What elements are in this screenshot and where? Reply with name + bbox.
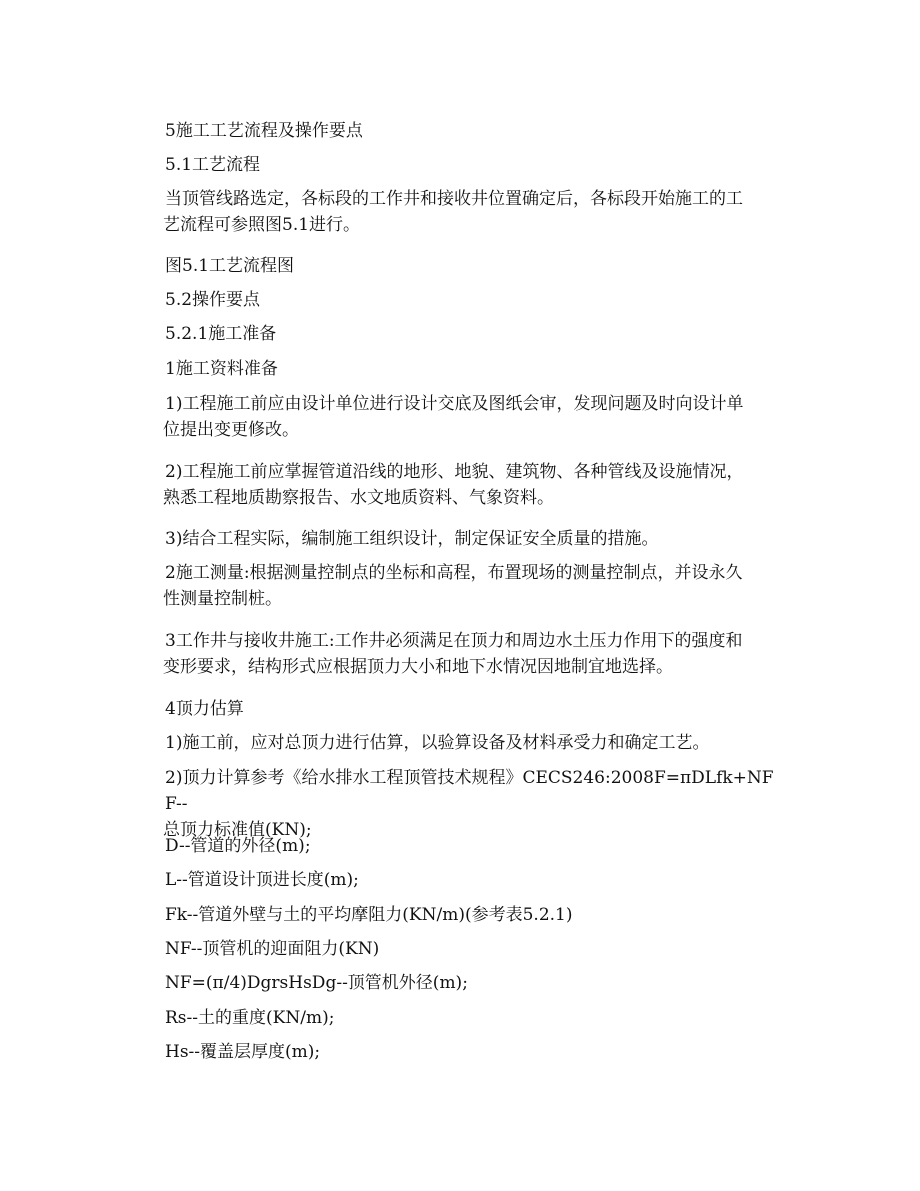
subsection-heading <box>165 152 260 178</box>
text-line: 5施工工艺流程及操作要点 <box>165 121 363 141</box>
paragraph <box>165 765 785 843</box>
text-line: D--管道的外径(m); <box>165 836 311 856</box>
text-line: 4顶力估算 <box>165 699 244 719</box>
text-line: NF=(π/4)DgrsHsDg--顶管机外径(m); <box>165 973 468 993</box>
text-line: 1)施工前，应对总顶力进行估算，以验算设备及材料承受力和确定工艺。 <box>165 733 710 753</box>
paragraph <box>165 628 765 680</box>
formula-term <box>165 1039 320 1065</box>
text-line: NF--顶管机的迎面阻力(KN) <box>165 939 380 959</box>
paragraph <box>165 186 765 238</box>
item-heading <box>165 356 278 382</box>
text-line: 2)顶力计算参考《给水排水工程顶管技术规程》CECS246:2008F=πDLfk+NFF-- <box>165 768 774 814</box>
paragraph <box>165 560 765 612</box>
subsection-heading <box>165 287 260 313</box>
text-line: 性测量控制桩。 <box>163 589 282 609</box>
paragraph <box>165 730 709 756</box>
text-line: Rs--土的重度(KN/m); <box>165 1008 335 1028</box>
formula-term <box>165 936 379 962</box>
text-line: 3)结合工程实际，编制施工组织设计，制定保证安全质量的措施。 <box>165 529 659 549</box>
text-line: 2施工测量:根据测量控制点的坐标和高程，布置现场的测量控制点，并设永久 <box>165 563 743 583</box>
subsection-heading <box>165 321 276 347</box>
text-line: 图5.1工艺流程图 <box>165 256 295 276</box>
text-line: 当顶管线路选定，各标段的工作井和接收井位置确定后，各标段开始施工的工 <box>165 189 743 209</box>
text-line: 3工作井与接收井施工:工作井必须满足在顶力和周边水土压力作用下的强度和 <box>165 631 743 651</box>
text-line: Hs--覆盖层厚度(m); <box>165 1042 321 1062</box>
figure-caption <box>165 253 294 279</box>
text-line: 位提出变更修改。 <box>163 420 299 440</box>
text-line: 熟悉工程地质勘察报告、水文地质资料、气象资料。 <box>163 488 554 508</box>
text-line: 变形要求，结构形式应根据顶力大小和地下水情况因地制宜地选择。 <box>163 657 673 677</box>
formula-term <box>165 1005 334 1031</box>
formula-term <box>165 902 573 928</box>
text-line: 5.2.1施工准备 <box>165 324 277 344</box>
paragraph <box>165 391 765 443</box>
text-line: L--管道设计顶进长度(m); <box>165 870 359 890</box>
item-heading <box>165 696 244 722</box>
text-line: 1)工程施工前应由设计单位进行设计交底及图纸会审，发现问题及时向设计单 <box>165 394 744 414</box>
formula-term <box>165 867 359 893</box>
text-line: 1施工资料准备 <box>165 359 278 379</box>
formula-term <box>165 833 311 859</box>
paragraph <box>165 459 785 511</box>
text-line: 5.2操作要点 <box>165 290 261 310</box>
text-line: Fk--管道外壁与土的平均摩阻力(KN/m)(参考表5.2.1) <box>165 905 573 925</box>
text-line: 总顶力标准值(KN); <box>163 820 312 840</box>
section-heading <box>165 118 363 144</box>
text-line: 2)工程施工前应掌握管道沿线的地形、地貌、建筑物、各种管线及设施情况， <box>165 462 744 482</box>
text-line: 艺流程可参照图5.1进行。 <box>163 215 361 235</box>
text-line: 5.1工艺流程 <box>165 155 261 175</box>
paragraph <box>165 526 658 552</box>
formula-term <box>165 970 468 996</box>
